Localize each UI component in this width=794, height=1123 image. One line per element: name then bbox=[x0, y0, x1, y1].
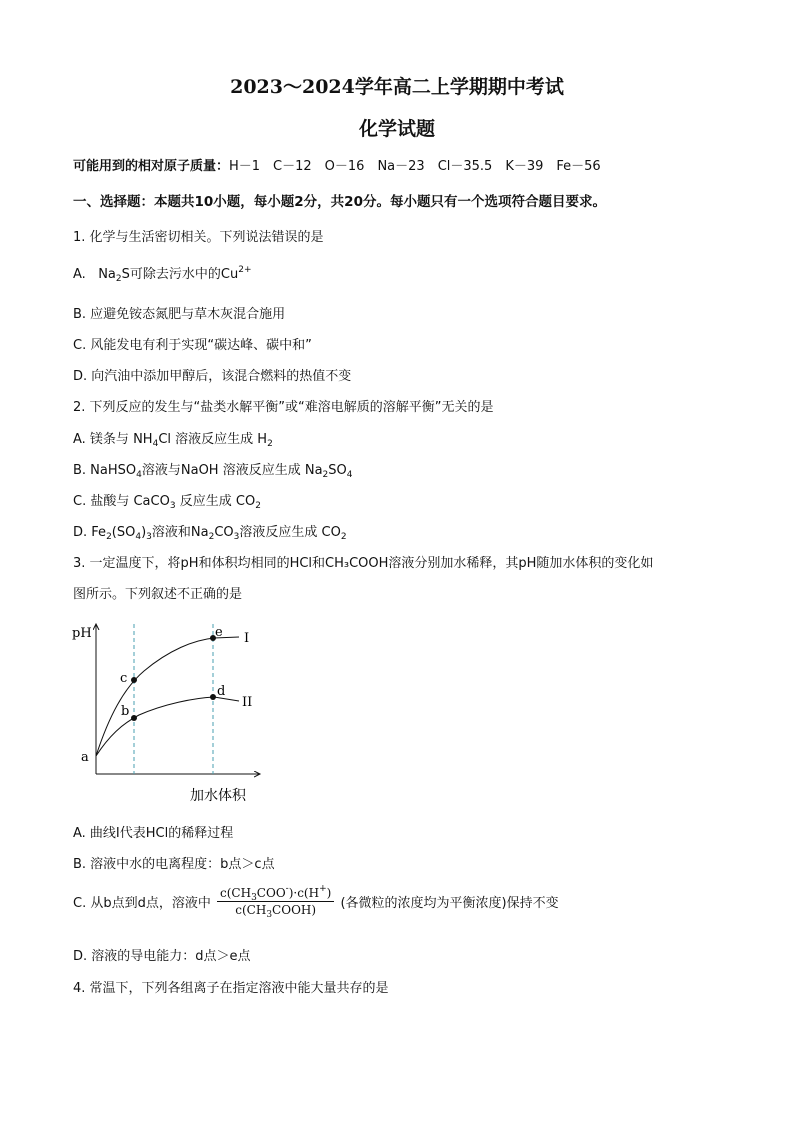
atomic-masses-values: H－1 C－12 O－16 Na－23 Cl－35.5 K－39 Fe－56 bbox=[229, 159, 601, 174]
exam-title: 2023～2024学年高二上学期期中考试 bbox=[230, 76, 564, 98]
q2-b-mid: 溶液与NaOH 溶液反应生成 bbox=[141, 463, 301, 478]
atomic-masses bbox=[73, 155, 601, 174]
q1-option-a: A. $Na_2S$可除去污水中的$Cu^{2+}$ bbox=[73, 265, 252, 284]
q2-b-prefix: B. NaHSO bbox=[73, 463, 137, 478]
point-label-a: a bbox=[81, 750, 89, 765]
q1-a-text: 可除去污水中的 bbox=[129, 267, 221, 282]
y-axis-label: pH bbox=[72, 626, 92, 641]
q3-option-b: B. 溶液中水的电离程度：b点＞c点 bbox=[73, 857, 275, 872]
curve-label-I: I bbox=[244, 631, 250, 646]
q4-stem: 4. 常温下，下列各组离子在指定溶液中能大量共存的是 bbox=[73, 981, 389, 996]
q1-stem: 1. 化学与生活密切相关。下列说法错误的是 bbox=[73, 230, 324, 245]
ph-dilution-chart bbox=[64, 616, 274, 806]
q2-option-d: D. $Fe_2(SO_4)_3$溶液和$Na_2CO_3$溶液反应生成 $CO_2$ bbox=[73, 525, 347, 542]
q1-option-b: B. 应避免铵态氮肥与草木灰混合施用 bbox=[73, 307, 286, 322]
atomic-masses-label: 可能用到的相对原子质量： bbox=[73, 159, 230, 174]
q1-option-d: D. 向汽油中添加甲醇后，该混合燃料的热值不变 bbox=[73, 369, 352, 384]
q2-c-mid: 反应生成 bbox=[179, 494, 232, 509]
point-c bbox=[131, 677, 137, 683]
q2-a-prefix: A. 镁条与 bbox=[73, 432, 129, 447]
q2-option-b: B. NaHSO$_4$溶液与NaOH 溶液反应生成 $Na_2SO_4$ bbox=[73, 463, 353, 480]
q2-a-mid: 溶液反应生成 bbox=[175, 432, 254, 447]
q3-option-a: A. 曲线Ⅰ代表HCl的稀释过程 bbox=[73, 826, 234, 841]
section-heading: 一、选择题：本题共10小题，每小题2分，共20分。每小题只有一个选项符合题目要求。 bbox=[73, 194, 606, 210]
q3-c-fraction: $\frac{c(CH_3COO^-)\cdot c(H^+)}{c(CH_3COOH)}$ bbox=[217, 886, 334, 917]
point-label-b: b bbox=[121, 704, 130, 719]
x-axis-label: 加水体积 bbox=[190, 788, 246, 804]
q2-c-prefix: C. 盐酸与 bbox=[73, 494, 130, 509]
exam-subtitle: 化学试题 bbox=[358, 118, 435, 140]
q1-a-prefix: A. bbox=[73, 267, 86, 282]
point-b bbox=[131, 715, 137, 721]
q3-stem-line2: 图所示。下列叙述不正确的是 bbox=[73, 587, 243, 602]
q3-c-prefix: C. 从b点到d点，溶液中 bbox=[73, 896, 211, 911]
q2-d-prefix: D. bbox=[73, 525, 88, 540]
q3-c-suffix: (各微粒的浓度均为平衡浓度)保持不变 bbox=[340, 896, 559, 911]
point-label-e: e bbox=[215, 625, 223, 640]
q2-stem: 2. 下列反应的发生与“盐类水解平衡”或“难溶电解质的溶解平衡”无关的是 bbox=[73, 400, 494, 415]
point-label-d: d bbox=[217, 684, 226, 699]
point-label-c: c bbox=[120, 671, 128, 686]
point-d bbox=[210, 694, 216, 700]
q2-d-mid1: 溶液和 bbox=[151, 525, 191, 540]
q2-option-c: C. 盐酸与 CaCO$_3$ 反应生成 $CO_2$ bbox=[73, 494, 261, 511]
q2-d-mid2: 溶液反应生成 bbox=[239, 525, 318, 540]
q3-stem-line1: 3. 一定温度下，将pH和体积均相同的HCl和CH₃COOH溶液分别加水稀释，其pH随加水体积的变化如 bbox=[73, 556, 654, 571]
q3-option-c bbox=[73, 884, 559, 920]
curve-label-II: II bbox=[242, 695, 253, 710]
q2-option-a: A. 镁条与 $NH_4Cl$ 溶液反应生成 $H_2$ bbox=[73, 432, 273, 449]
q1-option-c: C. 风能发电有利于实现“碳达峰、碳中和” bbox=[73, 338, 312, 353]
q3-option-d: D. 溶液的导电能力：d点＞e点 bbox=[73, 949, 251, 964]
